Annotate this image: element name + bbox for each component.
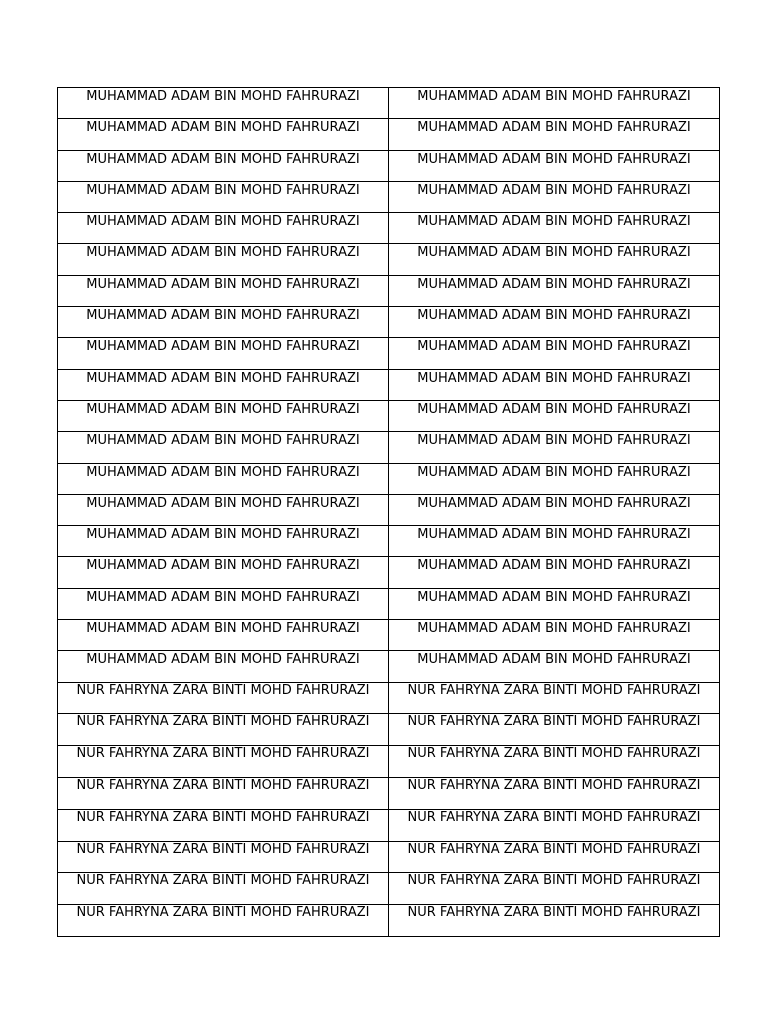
- name-label-left: MUHAMMAD ADAM BIN MOHD FAHRURAZI: [58, 526, 389, 557]
- table-row: [58, 338, 720, 369]
- name-label-right: NUR FAHRYNA ZARA BINTI MOHD FAHRURAZI: [389, 905, 720, 937]
- table-row: [58, 841, 720, 873]
- name-label-left: NUR FAHRYNA ZARA BINTI MOHD FAHRURAZI: [58, 778, 389, 810]
- table-row: [58, 557, 720, 588]
- name-label-left: NUR FAHRYNA ZARA BINTI MOHD FAHRURAZI: [58, 714, 389, 746]
- name-label-right: MUHAMMAD ADAM BIN MOHD FAHRURAZI: [389, 651, 720, 682]
- name-label-left: MUHAMMAD ADAM BIN MOHD FAHRURAZI: [58, 494, 389, 525]
- table-row: [58, 369, 720, 400]
- table-row: [58, 213, 720, 244]
- name-label-left: MUHAMMAD ADAM BIN MOHD FAHRURAZI: [58, 651, 389, 682]
- name-label-left: NUR FAHRYNA ZARA BINTI MOHD FAHRURAZI: [58, 809, 389, 841]
- table-row: [58, 119, 720, 150]
- table-row: [58, 873, 720, 905]
- table-row: [58, 88, 720, 119]
- table-row: [58, 400, 720, 431]
- name-label-left: NUR FAHRYNA ZARA BINTI MOHD FAHRURAZI: [58, 873, 389, 905]
- name-label-right: MUHAMMAD ADAM BIN MOHD FAHRURAZI: [389, 369, 720, 400]
- name-label-table: [57, 87, 720, 937]
- name-label-right: NUR FAHRYNA ZARA BINTI MOHD FAHRURAZI: [389, 778, 720, 810]
- name-label-left: MUHAMMAD ADAM BIN MOHD FAHRURAZI: [58, 557, 389, 588]
- name-label-right: MUHAMMAD ADAM BIN MOHD FAHRURAZI: [389, 181, 720, 212]
- name-label-left: NUR FAHRYNA ZARA BINTI MOHD FAHRURAZI: [58, 746, 389, 778]
- table-row: [58, 905, 720, 937]
- name-label-left: MUHAMMAD ADAM BIN MOHD FAHRURAZI: [58, 119, 389, 150]
- name-label-right: MUHAMMAD ADAM BIN MOHD FAHRURAZI: [389, 526, 720, 557]
- table-row: [58, 809, 720, 841]
- name-label-right: MUHAMMAD ADAM BIN MOHD FAHRURAZI: [389, 338, 720, 369]
- name-label-left: MUHAMMAD ADAM BIN MOHD FAHRURAZI: [58, 620, 389, 651]
- name-label-right: NUR FAHRYNA ZARA BINTI MOHD FAHRURAZI: [389, 841, 720, 873]
- name-label-right: NUR FAHRYNA ZARA BINTI MOHD FAHRURAZI: [389, 809, 720, 841]
- name-label-left: MUHAMMAD ADAM BIN MOHD FAHRURAZI: [58, 369, 389, 400]
- name-label-left: MUHAMMAD ADAM BIN MOHD FAHRURAZI: [58, 244, 389, 275]
- name-label-left: MUHAMMAD ADAM BIN MOHD FAHRURAZI: [58, 150, 389, 181]
- name-label-right: MUHAMMAD ADAM BIN MOHD FAHRURAZI: [389, 620, 720, 651]
- name-label-right: MUHAMMAD ADAM BIN MOHD FAHRURAZI: [389, 150, 720, 181]
- name-label-right: MUHAMMAD ADAM BIN MOHD FAHRURAZI: [389, 244, 720, 275]
- name-label-left: MUHAMMAD ADAM BIN MOHD FAHRURAZI: [58, 275, 389, 306]
- table-row: [58, 275, 720, 306]
- table-row: [58, 714, 720, 746]
- name-label-left: MUHAMMAD ADAM BIN MOHD FAHRURAZI: [58, 338, 389, 369]
- table-row: [58, 526, 720, 557]
- table-row: [58, 682, 720, 714]
- label-table-body: [58, 88, 720, 937]
- table-row: [58, 778, 720, 810]
- table-row: [58, 588, 720, 619]
- name-label-left: MUHAMMAD ADAM BIN MOHD FAHRURAZI: [58, 588, 389, 619]
- name-label-right: MUHAMMAD ADAM BIN MOHD FAHRURAZI: [389, 400, 720, 431]
- name-label-left: NUR FAHRYNA ZARA BINTI MOHD FAHRURAZI: [58, 905, 389, 937]
- name-label-right: NUR FAHRYNA ZARA BINTI MOHD FAHRURAZI: [389, 873, 720, 905]
- name-label-left: MUHAMMAD ADAM BIN MOHD FAHRURAZI: [58, 88, 389, 119]
- name-label-left: MUHAMMAD ADAM BIN MOHD FAHRURAZI: [58, 463, 389, 494]
- name-label-left: MUHAMMAD ADAM BIN MOHD FAHRURAZI: [58, 307, 389, 338]
- table-row: [58, 307, 720, 338]
- table-row: [58, 463, 720, 494]
- name-label-right: NUR FAHRYNA ZARA BINTI MOHD FAHRURAZI: [389, 682, 720, 714]
- table-row: [58, 244, 720, 275]
- name-label-right: MUHAMMAD ADAM BIN MOHD FAHRURAZI: [389, 275, 720, 306]
- table-row: [58, 494, 720, 525]
- name-label-right: MUHAMMAD ADAM BIN MOHD FAHRURAZI: [389, 119, 720, 150]
- name-label-right: MUHAMMAD ADAM BIN MOHD FAHRURAZI: [389, 494, 720, 525]
- name-label-left: NUR FAHRYNA ZARA BINTI MOHD FAHRURAZI: [58, 841, 389, 873]
- name-label-left: MUHAMMAD ADAM BIN MOHD FAHRURAZI: [58, 400, 389, 431]
- name-label-right: MUHAMMAD ADAM BIN MOHD FAHRURAZI: [389, 213, 720, 244]
- name-label-right: MUHAMMAD ADAM BIN MOHD FAHRURAZI: [389, 463, 720, 494]
- name-label-right: MUHAMMAD ADAM BIN MOHD FAHRURAZI: [389, 588, 720, 619]
- table-row: [58, 651, 720, 682]
- table-row: [58, 432, 720, 463]
- name-label-right: MUHAMMAD ADAM BIN MOHD FAHRURAZI: [389, 88, 720, 119]
- name-label-right: MUHAMMAD ADAM BIN MOHD FAHRURAZI: [389, 307, 720, 338]
- name-label-right: NUR FAHRYNA ZARA BINTI MOHD FAHRURAZI: [389, 714, 720, 746]
- name-label-left: NUR FAHRYNA ZARA BINTI MOHD FAHRURAZI: [58, 682, 389, 714]
- table-row: [58, 620, 720, 651]
- name-label-left: MUHAMMAD ADAM BIN MOHD FAHRURAZI: [58, 181, 389, 212]
- table-row: [58, 181, 720, 212]
- table-row: [58, 746, 720, 778]
- table-row: [58, 150, 720, 181]
- name-label-left: MUHAMMAD ADAM BIN MOHD FAHRURAZI: [58, 213, 389, 244]
- name-label-right: MUHAMMAD ADAM BIN MOHD FAHRURAZI: [389, 432, 720, 463]
- name-label-right: NUR FAHRYNA ZARA BINTI MOHD FAHRURAZI: [389, 746, 720, 778]
- name-label-left: MUHAMMAD ADAM BIN MOHD FAHRURAZI: [58, 432, 389, 463]
- name-label-right: MUHAMMAD ADAM BIN MOHD FAHRURAZI: [389, 557, 720, 588]
